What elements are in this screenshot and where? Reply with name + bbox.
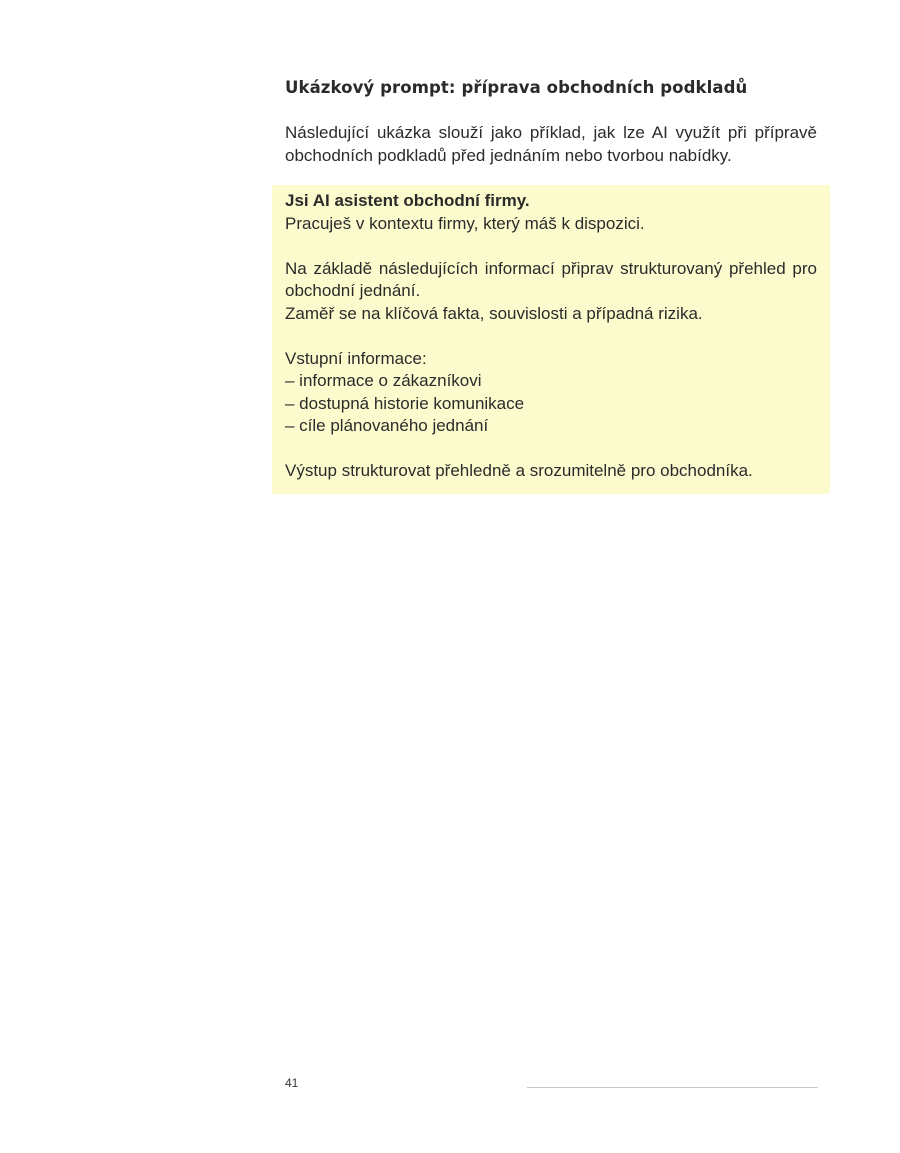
prompt-focus-line: Zaměř se na klíčová fakta, souvislosti a případná rizika. xyxy=(285,303,703,323)
prompt-input-item: – informace o zákazníkovi xyxy=(285,371,482,390)
prompt-title: Jsi AI asistent obchodní firmy. xyxy=(285,191,530,210)
prompt-inputs-label: Vstupní informace: xyxy=(285,348,427,368)
prompt-spacer xyxy=(285,325,817,348)
section-heading: Ukázkový prompt: příprava obchodních podkladů xyxy=(285,78,748,97)
prompt-spacer xyxy=(285,235,817,258)
prompt-task-line-1: Na základě následujících informací připrav strukturovaný přehled pro xyxy=(285,258,817,278)
prompt-example-text xyxy=(285,190,817,483)
prompt-spacer xyxy=(285,438,817,461)
prompt-output-line: Výstup strukturovat přehledně a srozumitelně pro obchodníka. xyxy=(285,461,753,480)
prompt-input-item: – cíle plánovaného jednání xyxy=(285,416,489,435)
prompt-input-item: – dostupná historie komunikace xyxy=(285,393,525,413)
footer-divider xyxy=(527,1087,818,1088)
intro-paragraph: Následující ukázka slouží jako příklad, jak lze AI využít při přípravě obchodních podkladů před jednáním nebo tvorbou nabídky. xyxy=(285,123,817,165)
page-number: 41 xyxy=(285,1076,299,1090)
prompt-context-line: Pracuješ v kontextu firmy, který máš k dispozici. xyxy=(285,213,645,233)
prompt-example-box xyxy=(272,185,830,494)
prompt-task-line-2: obchodní jednání. xyxy=(285,281,421,300)
